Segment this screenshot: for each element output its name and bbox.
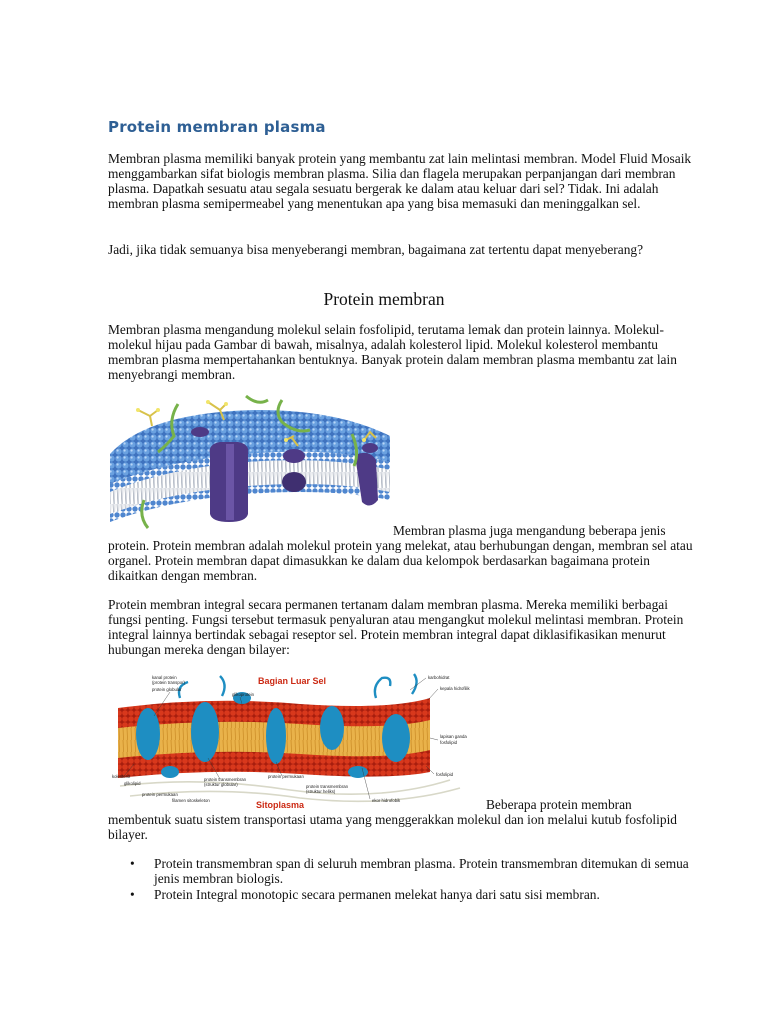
label-protein-transmembran: protein transmembran: [204, 777, 247, 782]
paragraph-question: Jadi, jika tidak semuanya bisa menyeberangi membran, bagaimana zat tertentu dapat menyeberang?: [108, 242, 644, 257]
paragraph-integral-proteins: Protein membran integral secara permanen tertanam dalam membran plasma. Mereka memiliki berbagai fungsi penting. Fungsi tersebut termasuk penyaluran atau mengangkut molekul melintasi membran. Protein integral lainnya bertindak sebagai reseptor sel. Protein membran integral dapat diklasifikasikan menurut hubungan mereka dengan bilayer:: [108, 597, 684, 657]
paragraph-protein-types-rest: jenis protein. Protein membran adalah molekul protein yang melekat, atau berhubungan dengan, membran sel atau organel. Protein membran dapat dimasukkan ke dalam dua kelompok berdasarkan bagaimana protein dikaitkan dengan membran.: [108, 523, 693, 583]
label-protein-transmembran-2: protein transmembran: [306, 784, 349, 789]
list-item-text: Protein transmembran span di seluruh membran plasma. Protein transmembran ditemukan di semua jenis membran biologis.: [154, 856, 689, 886]
fig2-title-top: Bagian Luar Sel: [258, 676, 327, 686]
label-glikoprotein: glikoprotein: [232, 692, 254, 697]
fig2-title-bottom: Sitoplasma: [256, 800, 305, 810]
membrane-labelled-diagram: [110, 668, 486, 810]
list-item-text: Protein Integral monotopic secara permanen melekat hanya dari satu sisi membran.: [154, 886, 600, 902]
paragraph-intro: Membran plasma memiliki banyak protein yang membantu zat lain melintasi membran. Model Fluid Mosaik menggambarkan sifat biologis membran plasma. Silia dan flagela merupakan perpanjangan dari membran plasma. Dapatkah sesuatu atau segala sesuatu bergerak ke dalam atau keluar dari sel? Tidak. Ini adalah membran plasma semipermeabel yang menentukan apa yang bisa memasuki dan meninggalkan sel.: [108, 151, 692, 211]
bullet-dot: •: [130, 886, 135, 902]
paragraph-membrane-molecules: Membran plasma mengandung molekul selain fosfolipid, terutama lemak dan protein lainnya. Molekul-molekul hijau pada Gambar di bawah, misalnya, adalah kolesterol lipid. Molekul kolesterol membantu membran plasma mempertahankan bentuknya. Banyak protein dalam membran plasma membantu zat lain menyebrangi membran.: [108, 322, 677, 382]
label-kolesterol: kolesterol: [112, 774, 131, 779]
section-heading: Protein membran plasma: [108, 118, 326, 136]
label-filamen: filamen sitoskeleton: [172, 798, 210, 803]
label-protein-permukaan: protein permukaan: [268, 774, 304, 779]
label-fosfolipid-2: fosfolipid: [436, 772, 453, 777]
label-kepala-hidrofilik: kepala hidrofilik: [440, 686, 470, 691]
label-protein-permukaan-2: protein permukaan: [142, 792, 178, 797]
paragraph-transport-rest: membentuk suatu sistem transportasi utama yang menggerakkan molekul dan ion melalui kutub fosfolipid bilayer.: [108, 811, 677, 842]
bullet-dot: •: [130, 856, 135, 871]
paragraph-protein-types: [108, 524, 693, 584]
label-kanal-protein: kanal protein: [152, 675, 177, 680]
list-item: [130, 888, 690, 903]
label-ekor-hidrofobik: ekor hidrofobik: [372, 798, 401, 803]
label-lapisan-ganda: lapisan ganda: [440, 734, 467, 739]
label-protein-globular: protein globular: [152, 687, 182, 692]
label-fosfolipid: fosfolipid: [440, 740, 457, 745]
subsection-heading: Protein membran: [323, 289, 445, 309]
label-protein-transpor: (protein transpor): [152, 680, 185, 685]
membrane-illustration: [108, 392, 393, 532]
paragraph-transport: [108, 798, 693, 843]
label-glikolipid: glikolipid: [124, 781, 141, 786]
label-struktur-heliks: (struktur heliks): [306, 789, 336, 794]
label-struktur-globular: (struktur globular): [204, 782, 238, 787]
paragraph-protein-types-inline: Membran plasma juga mengandung beberapa: [393, 523, 637, 538]
label-karbohidrat: karbohidrat: [428, 675, 450, 680]
list-item: [130, 857, 690, 887]
bullet-list: [130, 857, 690, 904]
paragraph-transport-inline: Beberapa protein membran: [486, 797, 632, 812]
